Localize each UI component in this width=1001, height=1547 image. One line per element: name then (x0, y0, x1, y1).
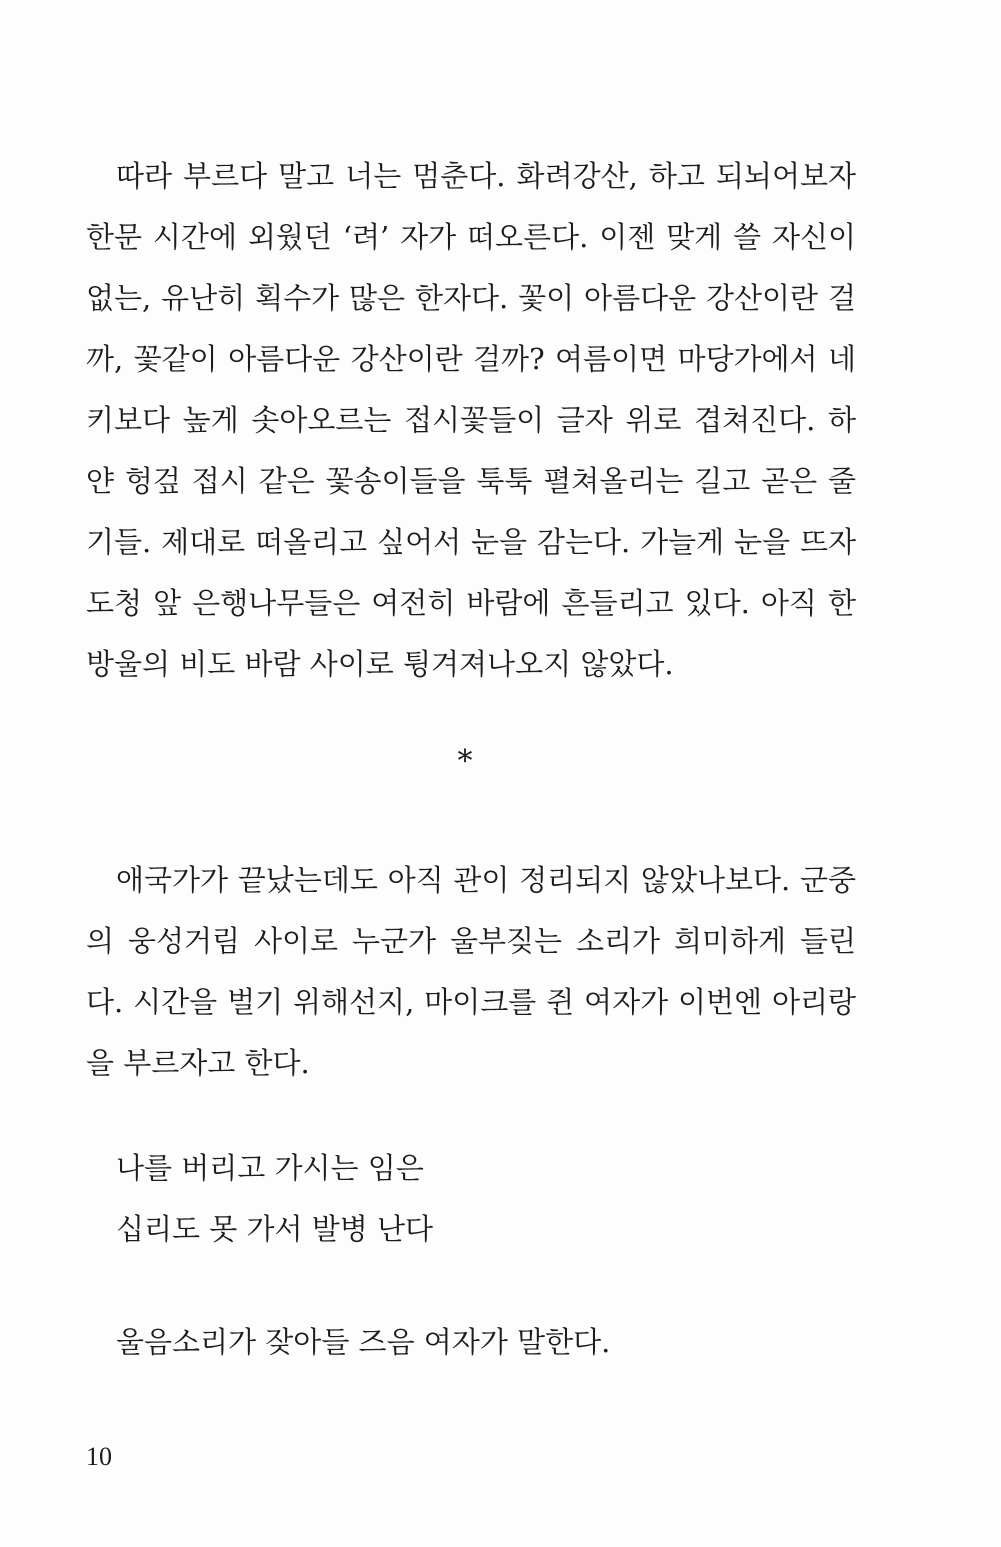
closing-line: 울음소리가 잦아들 즈음 여자가 말한다. (116, 1325, 611, 1359)
song-verse (116, 1138, 856, 1260)
section-separator: * (457, 744, 473, 779)
paragraph-1: 따라 부르다 말고 너는 멈춘다. 화려강산, 하고 되뇌어보자 한문 시간에 외웠던 ‘려’ 자가 떠오른다. 이젠 맞게 쓸 자신이 없는, 유난히 획수가 많은 한자다. 꽃이 아름다운 강산이란 걸까, 꽃같이 아름다운 강산이란 걸까? 여름이면 마당가에서 네 키보다 높게 솟아오르는 접시꽃들이 글자 위로 겹쳐진다. 하얀 헝겊 접시 같은 꽃송이들을 툭툭 펼쳐올리는 길고 곧은 줄기들. 제대로 떠올리고 싶어서 눈을 감는다. 가늘게 눈을 뜨자 도청 앞 은행나무들은 여전히 바람에 흔들리고 있다. 아직 한방울의 비도 바람 사이로 튕겨져나오지 않았다. (86, 159, 856, 681)
page-number: 10 (86, 1442, 112, 1471)
paragraph-2: 애국가가 끝났는데도 아직 관이 정리되지 않았나보다. 군중의 웅성거림 사이로 누군가 울부짖는 소리가 희미하게 들린다. 시간을 벌기 위해선지, 마이크를 쥔 여자가 이번엔 아리랑을 부르자고 한다. (86, 863, 856, 1080)
verse-line-1: 나를 버리고 가시는 임은 (116, 1151, 424, 1185)
verse-line-2: 십리도 못 가서 발병 난다 (116, 1212, 434, 1246)
